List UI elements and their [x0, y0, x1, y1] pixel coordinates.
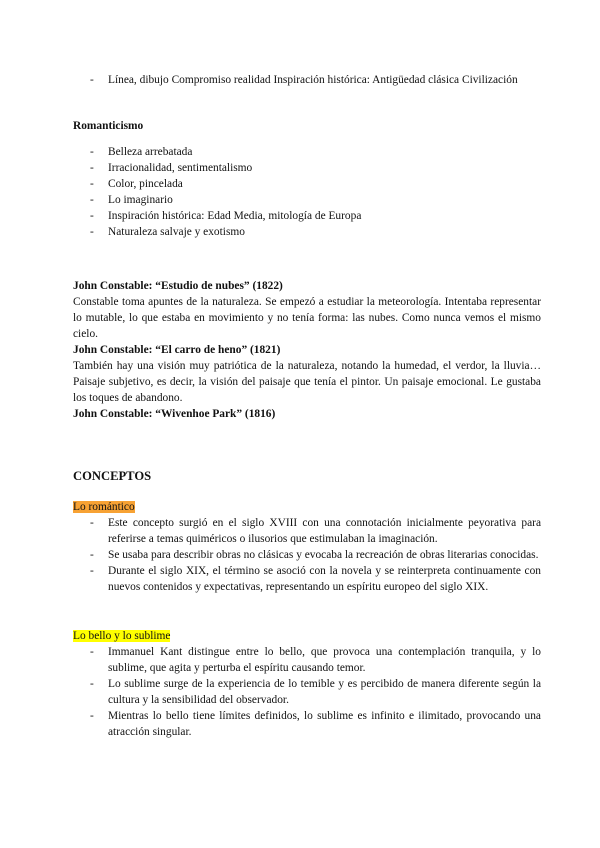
- bello-sublime-title: Lo bello y lo sublime: [73, 630, 171, 642]
- dash-bullet: -: [90, 226, 94, 238]
- list-item-text: Color, pincelada: [108, 178, 183, 190]
- romanticismo-heading: Romanticismo: [73, 120, 144, 132]
- dash-bullet: -: [90, 549, 94, 561]
- dash-bullet: -: [90, 178, 94, 190]
- list-item: [73, 176, 541, 192]
- list-item: [73, 160, 541, 176]
- dash-bullet: -: [90, 710, 94, 722]
- list-item-text: Mientras lo bello tiene límites definidos, lo sublime es infinito e ilimitado, provocando una atracción singular.: [108, 710, 541, 738]
- dash-bullet: -: [90, 678, 94, 690]
- list-item: [73, 515, 541, 547]
- conceptos-heading: CONCEPTOS: [73, 469, 152, 483]
- list-item: [73, 208, 541, 224]
- list-item: [73, 192, 541, 208]
- list-item: [73, 563, 541, 595]
- bello-sublime-section: [73, 628, 541, 740]
- romantico-section: [73, 499, 541, 595]
- list-item: [73, 547, 541, 563]
- list-item: [73, 708, 541, 740]
- romantico-title: Lo romántico: [73, 501, 135, 513]
- list-item: [73, 644, 541, 676]
- artwork-title: John Constable: “El carro de heno” (1821): [73, 344, 281, 356]
- artwork-title: John Constable: “Wivenhoe Park” (1816): [73, 408, 276, 420]
- list-item-text: Naturaleza salvaje y exotismo: [108, 226, 245, 238]
- list-item-text: Inspiración histórica: Edad Media, mitología de Europa: [108, 210, 362, 222]
- dash-bullet: -: [90, 74, 94, 86]
- list-item: [73, 72, 541, 88]
- list-item-text: Lo sublime surge de la experiencia de lo temible y es percibido de manera diferente según la cultura y la sensibilidad del observador.: [108, 678, 541, 706]
- list-item-text: Línea, dibujo Compromiso realidad Inspiración histórica: Antigüedad clásica Civilización: [108, 74, 518, 86]
- list-item-text: Se usaba para describir obras no clásicas y evocaba la recreación de obras literarias conocidas.: [108, 549, 539, 561]
- artwork-description: También hay una visión muy patriótica de la naturaleza, notando la humedad, el verdor, la lluvia… Paisaje subjetivo, es decir, la visión del paisaje que tenía el pintor. Un paisaje emocional. Le gustaba los toques de abandono.: [73, 360, 541, 404]
- list-item: [73, 224, 541, 240]
- dash-bullet: -: [90, 162, 94, 174]
- list-item-text: Irracionalidad, sentimentalismo: [108, 162, 253, 174]
- artwork-description: Constable toma apuntes de la naturaleza. Se empezó a estudiar la meteorología. Intentaba representar lo mutable, lo que estaba en movimiento y no tenía forma: las nubes. Como nunca vemos el mismo cielo.: [73, 296, 541, 340]
- dash-bullet: -: [90, 646, 94, 658]
- list-item-text: Belleza arrebatada: [108, 146, 193, 158]
- dash-bullet: -: [90, 565, 94, 577]
- list-item-text: Durante el siglo XIX, el término se asoció con la novela y se reinterpreta continuamente con nuevos contenidos y expectativas, representando un espíritu europeo del siglo XIX.: [108, 565, 541, 593]
- bello-sublime-list: [73, 644, 541, 740]
- dash-bullet: -: [90, 194, 94, 206]
- list-item: [73, 144, 541, 160]
- dash-bullet: -: [90, 210, 94, 222]
- list-item-text: Immanuel Kant distingue entre lo bello, que provoca una contemplación tranquila, y lo sublime, que agita y perturba el espíritu causando temor.: [108, 646, 541, 674]
- romantico-list: [73, 515, 541, 595]
- list-item: [73, 676, 541, 708]
- list-item-text: Este concepto surgió en el siglo XVIII con una connotación inicialmente peyorativa para referirse a temas quiméricos o ilusorios que estimulaban la imaginación.: [108, 517, 541, 545]
- list-item-text: Lo imaginario: [108, 194, 173, 206]
- dash-bullet: -: [90, 146, 94, 158]
- artwork-title: John Constable: “Estudio de nubes” (1822): [73, 280, 283, 292]
- dash-bullet: -: [90, 517, 94, 529]
- intro-list: [73, 72, 541, 88]
- romanticismo-list: [73, 144, 541, 240]
- constable-section: [73, 278, 541, 422]
